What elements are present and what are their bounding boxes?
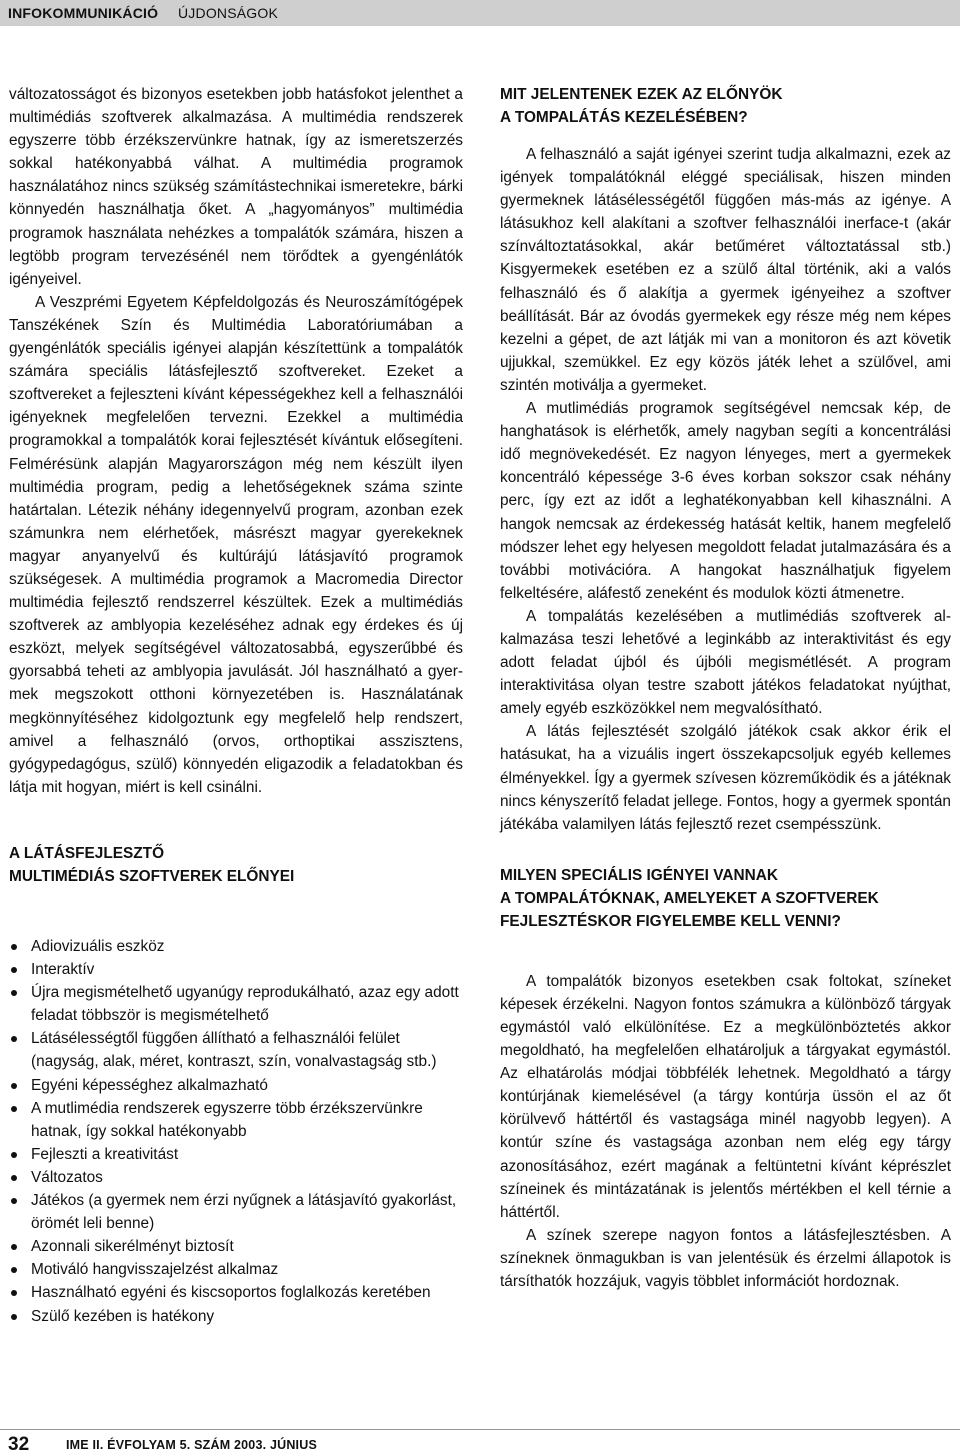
bullet-icon [11, 1244, 17, 1250]
list-item: Szülő kezében is hatékony [9, 1305, 463, 1328]
footer-divider [0, 1429, 960, 1430]
advantages-list [9, 935, 463, 1328]
list-item: Egyéni képességhez alkalmazható [9, 1074, 463, 1097]
bullet-icon [11, 1036, 17, 1042]
list-item: Változatos [9, 1166, 463, 1189]
list-item: Interaktív [9, 958, 463, 981]
bullet-icon [11, 944, 17, 950]
bullet-icon [11, 1083, 17, 1089]
section-title: INFOKOMMUNIKÁCIÓ [8, 5, 159, 21]
section-heading-elonyei [9, 842, 469, 888]
right-paragraph-3: A tompalátás kezelésében a mutlimédiás szoftverek alkalmazása teszi lehetővé a leginkább az interaktivitást és egy adott feladat újból és újbóli megismétlését. A program interaktivitása olyan testre szabott játékos feladatokat nyújthat, amely egyéb eszközökkel nem megvalósítható. [500, 607, 951, 718]
heading-line: A TOMPALÁTÓKNAK, AMELYEKET A SZOFTVEREK [500, 889, 879, 907]
right-column [500, 83, 951, 1293]
list-item: Használható egyéni és kiscsoportos foglalkozás keretében [9, 1281, 463, 1304]
issue-info: IME II. ÉVFOLYAM 5. SZÁM 2003. JÚNIUS [66, 1438, 317, 1452]
list-item: Játékos (a gyermek nem érzi nyűgnek a látásjavító gyakorlást, örömét leli benne) [9, 1189, 463, 1235]
list-item: Motiváló hangvisszajelzést alkalmaz [9, 1258, 463, 1281]
heading-line: MIT JELENTENEK EZEK AZ ELŐNYÖK [500, 86, 783, 103]
right-paragraph-6: A színek szerepe nagyon fontos a látásfejlesztésben. A színeknek önmagukban is van jelentésük és érzelmi állapotok is társíthatók hozzájuk, vagyis többlet információt hordoznak. [500, 1226, 951, 1291]
page-number: 32 [8, 1434, 30, 1455]
bullet-icon [11, 1175, 17, 1181]
heading-line: A TOMPALÁTÁS KEZELÉSÉBEN? [500, 109, 748, 126]
heading-line: FEJLESZTÉSKOR FIGYELEMBE KELL VENNI? [500, 912, 841, 930]
left-column [9, 83, 463, 799]
heading-line: MILYEN SPECIÁLIS IGÉNYEI VANNAK [500, 866, 778, 884]
bullet-icon [11, 967, 17, 973]
page-footer [0, 1433, 960, 1455]
right-paragraph-5: A tompalátók bizonyos esetekben csak foltokat, színeket képesek érzékelni. Nagyon fontos számukra a különböző tárgyak egymástól való elkülönítése. Ez a megkülönböztetés akkor megoldható, ha megfelelően elhatároljuk a tárgyakat egymástól. Az elhatárolás módjai többfélék lehetnek. Megoldható a tárgy kontúrjának kiemelésével (a tárgy kontúrja üssön el az őt körülvevő háttértől és vastagsága minél nagyobb legyen). A kontúr színe és vastagsága azonban nem elég egy tárgy azonosításához, ezért magának a feltüntetni kívánt képrészlet színeinek és mintázatának is jelentős mértékben el kell térnie a háttértől. [500, 972, 951, 1221]
right-paragraph-2: A mutlimédiás programok segítségével nemcsak kép, de hanghatások is elérhetők, amely nagyban segíti a koncentrálási idő megnövekedését. Ez nagyon lényeges, mert a gyermekek koncentráló képessége 3-6 éves korban sokszor csak néhány perc, így ezt az időt a leghatékonyabban kell kihasználni. A hangok nemcsak az érdekesség hatását keltik, hanem megfelelő módszer lehet egy helyesen megoldott feladat jutalmazására és a további motivációra. A hangokat használhatjuk figyelem felkeltésére, aláfestő zeneként és modulok közti átmenetre. [500, 400, 951, 602]
section-heading-milyen-specialis [500, 864, 951, 933]
section-header-bar [0, 0, 960, 26]
list-item: Látásélességtől függően állítható a felhasználói felület (nagyság, alak, méret, kontraszt, szín, vonalvastagság stb.) [9, 1027, 463, 1073]
bullet-icon [11, 1290, 17, 1296]
list-item: Azonnali sikerélményt biztosít [9, 1235, 463, 1258]
bullet-icon [11, 1106, 17, 1112]
list-item: Újra megismételhető ugyanúgy reprodukálható, azaz egy adott feladat többször is megismételhető [9, 981, 463, 1027]
list-item: Adiovizuális eszköz [9, 935, 463, 958]
heading-line: MULTIMÉDIÁS SZOFTVEREK ELŐNYEI [9, 868, 295, 885]
bullet-icon [11, 1267, 17, 1273]
bullet-icon [11, 1314, 17, 1320]
bullet-icon [11, 990, 17, 996]
subsection-title: ÚJDONSÁGOK [178, 5, 279, 21]
bullet-icon [11, 1198, 17, 1204]
right-paragraph-4: A látás fejlesztését szolgáló játékok csak akkor érik el hatásukat, ha a vizuális ingert összekapcsoljuk egyéb kellemes élményekkel. Így a gyermek szívesen közreműködik és a játéknak nincs kényszerítő feladat jellege. Fontos, hogy a gyermek spontán játékába valamilyen látás fejlesztő rezet csempésszünk. [500, 723, 951, 833]
right-paragraph-1: A felhasználó a saját igényei szerint tudja alkalmazni, ezek az igények tompalátóknál eléggé speciálisak, hiszen minden gyermeknek látásélességétől függően más-más az igénye. A látásukhoz kell alakítani a szoftver felhasználói inerface-t (akár színváltoztatásokkal, akár betűméret változtatással stb.) Kisgyermekek esetében ez a szülő által történik, aki a valós felhasználó és ő alakítja a gyermek igényeihez a szoftver beállítását. Bár az óvodás gyermekek egy része még nem képes kezelni a gépet, de azt látják mi van a monitoron és azt követik ujjukkal, szemükkel. Ez egy közös játék lehet a szülővel, ami szintén motiválja a gyermeket. [500, 146, 951, 394]
list-item: A mutlimédia rendszerek egyszerre több érzékszervünkre hatnak, így sokkal hatékonyabb [9, 1097, 463, 1143]
left-paragraph-1: változatosságot és bizonyos esetekben jobb hatásfokot jelenthet a multimédiás szoftverek alkalmazása. A multimédia rendszerek egyszerre több érzékszervünkre hatnak, így az ismeretszerzés sokkal hatékonyabbá válhat. A multimédia programok használatához nincs szükség számítástechnikai ismeretekre, bárki könnyedén használhatja őket. A „hagyományos” multimédia programok használata nehézkes a tompalátók számára, hiszen a legtöbb program tervezésénél nem törődtek a gyengénlátók igényeivel. [9, 86, 463, 288]
bullet-icon [11, 1152, 17, 1158]
heading-line: A LÁTÁSFEJLESZTŐ [9, 845, 165, 862]
list-item: Fejleszti a kreativitást [9, 1143, 463, 1166]
section-heading-mit-jelentenek [500, 83, 951, 129]
left-paragraph-2: A Veszprémi Egyetem Képfeldolgozás és Neuroszámítógépek Tanszékének Szín és Multimédia Laboratóriumában a gyengénlátók speciális igényei alapján készítettünk a tompalátók számára speciális látásfejlesztő szoftvereket. Ezeket a szoftvereket a fejleszteni kívánt képességekhez kell a felhasználói igényeknek megfelelően tervezni. Ezekkel a multimédia programokkal a tompalátók korai fejlesztését kívántuk elősegíteni. Felmérésünk alapján Magyarországon még nem készült ilyen multimédia program, pedig a lehetőségeknek száma szinte határtalan. Létezik néhány idegennyelvű program, azonban ezek számunkra nem elérhetőek, másrészt magyar gyerekeknek magyar anyanyelvű és kultúrájú látásjavító programok szükségesek. A multimédia programok a Macromedia Director multimédia fejlesztő rendszerrel készültek. Ezek a multimédiás szoftverek az amblyopia kezeléséhez adnak egy érdekes és új eszközt, melyek segítségével változatosabbá, egyszerűbbé és gyorsabbá teheti az amblyopia javulását. Jól használható a gyermek megszokott otthoni környezetében is. Használatának megkönnyítéséhez kidolgoztunk egy megfelelő help rendszert, amivel a felhasználó (orvos, orthoptikai asszisztens, gyógypedagógus, szülő) könnyedén eligazodik a feladatokban és látja mit hogyan, miért is kell csinálni. [9, 293, 463, 796]
